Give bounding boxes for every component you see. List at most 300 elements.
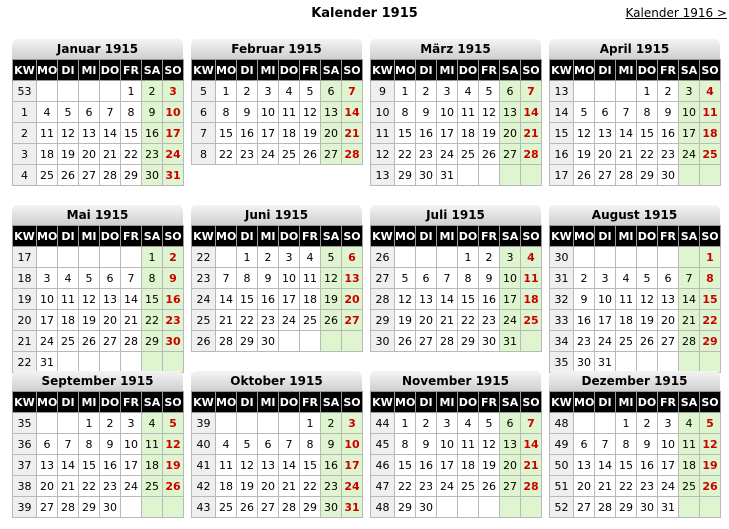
week-number: 21 xyxy=(13,331,37,352)
week-row xyxy=(550,413,721,434)
day-cell: 4 xyxy=(458,413,479,434)
month-header: Oktober 1915 xyxy=(191,371,362,391)
weekday-header: SA xyxy=(142,392,163,413)
weekday-header: FR xyxy=(121,60,142,81)
month-calendar xyxy=(370,39,541,197)
day-cell: 29 xyxy=(121,165,142,186)
day-cell: 18 xyxy=(679,455,700,476)
day-cell: 11 xyxy=(142,434,163,455)
weekday-header: MI xyxy=(79,226,100,247)
day-cell: 4 xyxy=(216,434,237,455)
day-cell: 3 xyxy=(500,247,521,268)
day-cell xyxy=(679,497,700,518)
day-cell: 27 xyxy=(79,165,100,186)
day-cell: 29 xyxy=(637,165,658,186)
day-cell: 17 xyxy=(500,289,521,310)
day-cell: 20 xyxy=(37,476,58,497)
day-cell: 15 xyxy=(637,123,658,144)
week-row xyxy=(550,165,721,186)
day-cell: 21 xyxy=(521,455,542,476)
day-cell: 28 xyxy=(100,165,121,186)
day-cell: 14 xyxy=(679,289,700,310)
day-cell: 9 xyxy=(574,289,595,310)
day-cell: 7 xyxy=(595,434,616,455)
weekday-header: FR xyxy=(658,226,679,247)
day-cell: 29 xyxy=(79,497,100,518)
day-cell xyxy=(679,165,700,186)
week-number: 41 xyxy=(192,455,216,476)
day-cell: 20 xyxy=(595,144,616,165)
weekday-header: MO xyxy=(395,392,416,413)
week-number: 53 xyxy=(13,81,37,102)
week-number: 7 xyxy=(192,123,216,144)
month-calendar xyxy=(191,205,362,363)
day-cell: 12 xyxy=(237,455,258,476)
day-cell xyxy=(300,331,321,352)
day-cell: 28 xyxy=(437,331,458,352)
day-cell xyxy=(500,165,521,186)
weekday-header: MI xyxy=(79,392,100,413)
month-calendar xyxy=(549,205,720,369)
weekday-header: FR xyxy=(121,226,142,247)
week-number: 50 xyxy=(550,455,574,476)
month-header: Februar 1915 xyxy=(191,39,362,59)
day-cell xyxy=(121,247,142,268)
day-cell: 28 xyxy=(679,331,700,352)
day-cell: 12 xyxy=(395,289,416,310)
weekday-header: DO xyxy=(458,60,479,81)
month-header: Juli 1915 xyxy=(370,205,541,225)
day-cell: 12 xyxy=(637,289,658,310)
day-cell: 1 xyxy=(395,413,416,434)
day-cell: 27 xyxy=(500,476,521,497)
weekday-header: MI xyxy=(258,226,279,247)
day-cell xyxy=(679,247,700,268)
day-cell: 29 xyxy=(237,331,258,352)
week-row xyxy=(371,476,542,497)
day-cell: 18 xyxy=(521,289,542,310)
week-number: 34 xyxy=(550,331,574,352)
day-cell: 29 xyxy=(395,165,416,186)
day-cell: 24 xyxy=(437,144,458,165)
day-cell xyxy=(700,165,721,186)
day-cell: 17 xyxy=(121,455,142,476)
day-cell: 7 xyxy=(679,268,700,289)
week-row xyxy=(192,144,363,165)
day-cell: 14 xyxy=(342,102,363,123)
weekday-header: MO xyxy=(216,60,237,81)
day-cell: 17 xyxy=(258,123,279,144)
day-cell: 8 xyxy=(616,434,637,455)
weekday-header: KW xyxy=(13,60,37,81)
day-cell: 29 xyxy=(616,497,637,518)
weekday-header: SO xyxy=(163,392,184,413)
week-row xyxy=(192,289,363,310)
week-number: 52 xyxy=(550,497,574,518)
weekday-header: DI xyxy=(58,226,79,247)
weekday-header: DO xyxy=(279,392,300,413)
week-row xyxy=(371,413,542,434)
day-cell xyxy=(58,247,79,268)
weekday-header: DO xyxy=(279,226,300,247)
week-number: 8 xyxy=(192,144,216,165)
day-cell: 3 xyxy=(437,81,458,102)
day-cell: 6 xyxy=(416,268,437,289)
day-cell: 18 xyxy=(37,144,58,165)
weekday-header: SA xyxy=(679,392,700,413)
weekday-header: SA xyxy=(142,226,163,247)
day-cell: 31 xyxy=(658,497,679,518)
day-cell: 26 xyxy=(237,497,258,518)
day-cell: 29 xyxy=(395,497,416,518)
weekday-header: MI xyxy=(437,60,458,81)
day-cell: 3 xyxy=(279,247,300,268)
day-cell xyxy=(437,247,458,268)
day-cell: 6 xyxy=(258,434,279,455)
day-cell: 27 xyxy=(321,144,342,165)
weekday-header: KW xyxy=(371,226,395,247)
day-cell: 23 xyxy=(100,476,121,497)
weekday-header: MO xyxy=(574,60,595,81)
week-row xyxy=(13,144,184,165)
day-cell: 11 xyxy=(216,455,237,476)
day-cell: 8 xyxy=(300,434,321,455)
week-row xyxy=(371,310,542,331)
day-cell: 12 xyxy=(300,102,321,123)
weekday-header: DO xyxy=(100,60,121,81)
day-cell: 1 xyxy=(458,247,479,268)
day-cell: 12 xyxy=(321,268,342,289)
day-cell xyxy=(37,81,58,102)
day-cell: 30 xyxy=(479,331,500,352)
day-cell: 27 xyxy=(500,144,521,165)
week-row xyxy=(371,289,542,310)
day-cell: 14 xyxy=(121,289,142,310)
week-number: 22 xyxy=(13,352,37,373)
day-cell: 25 xyxy=(616,331,637,352)
day-cell xyxy=(595,247,616,268)
day-cell: 23 xyxy=(142,144,163,165)
weekday-header: FR xyxy=(658,60,679,81)
day-cell: 7 xyxy=(616,102,637,123)
day-cell: 20 xyxy=(574,476,595,497)
day-cell: 10 xyxy=(500,268,521,289)
weekday-header: DI xyxy=(58,392,79,413)
day-cell: 26 xyxy=(479,144,500,165)
week-row xyxy=(13,123,184,144)
day-cell: 25 xyxy=(679,476,700,497)
month-header: März 1915 xyxy=(370,39,541,59)
day-cell: 27 xyxy=(258,497,279,518)
weekday-header: DI xyxy=(595,392,616,413)
day-cell: 11 xyxy=(279,102,300,123)
day-cell xyxy=(574,413,595,434)
week-row xyxy=(192,247,363,268)
weekday-header: SO xyxy=(700,392,721,413)
day-cell: 25 xyxy=(300,310,321,331)
day-cell: 2 xyxy=(479,247,500,268)
week-row xyxy=(550,331,721,352)
day-cell: 30 xyxy=(416,497,437,518)
day-cell: 23 xyxy=(416,476,437,497)
day-cell xyxy=(479,165,500,186)
week-number: 5 xyxy=(192,81,216,102)
day-cell: 14 xyxy=(616,123,637,144)
day-cell: 28 xyxy=(58,497,79,518)
day-cell: 15 xyxy=(616,455,637,476)
day-cell: 7 xyxy=(521,81,542,102)
day-cell: 6 xyxy=(658,268,679,289)
week-row xyxy=(13,310,184,331)
week-number: 17 xyxy=(13,247,37,268)
day-cell: 23 xyxy=(416,144,437,165)
day-cell: 25 xyxy=(216,497,237,518)
day-cell: 19 xyxy=(321,289,342,310)
day-cell: 14 xyxy=(279,455,300,476)
weekday-header: MO xyxy=(395,226,416,247)
day-cell: 22 xyxy=(300,476,321,497)
weekday-header: MO xyxy=(216,226,237,247)
day-cell xyxy=(58,81,79,102)
month-calendar xyxy=(549,371,720,529)
day-cell: 1 xyxy=(216,81,237,102)
week-row xyxy=(192,102,363,123)
month-calendar xyxy=(12,371,183,529)
day-cell: 2 xyxy=(100,413,121,434)
day-cell: 20 xyxy=(500,123,521,144)
day-cell: 13 xyxy=(416,289,437,310)
weekday-header: KW xyxy=(550,60,574,81)
weekday-header: DI xyxy=(595,60,616,81)
week-number: 30 xyxy=(371,331,395,352)
month-table xyxy=(191,225,363,352)
day-cell xyxy=(321,331,342,352)
day-cell: 6 xyxy=(500,413,521,434)
day-cell: 1 xyxy=(79,413,100,434)
day-cell: 30 xyxy=(321,497,342,518)
week-number: 27 xyxy=(371,268,395,289)
day-cell: 16 xyxy=(658,123,679,144)
day-cell xyxy=(700,352,721,373)
week-number: 28 xyxy=(371,289,395,310)
day-cell: 25 xyxy=(700,144,721,165)
day-cell: 19 xyxy=(163,455,184,476)
day-cell: 7 xyxy=(58,434,79,455)
week-row xyxy=(13,247,184,268)
day-cell: 7 xyxy=(279,434,300,455)
day-cell: 13 xyxy=(574,455,595,476)
day-cell: 12 xyxy=(700,434,721,455)
day-cell: 4 xyxy=(616,268,637,289)
day-cell: 11 xyxy=(58,289,79,310)
month-header: April 1915 xyxy=(549,39,720,59)
day-cell: 16 xyxy=(321,455,342,476)
weekday-header: MI xyxy=(258,392,279,413)
day-cell: 18 xyxy=(458,123,479,144)
weekday-header: MI xyxy=(616,60,637,81)
week-number: 43 xyxy=(192,497,216,518)
day-cell: 27 xyxy=(37,497,58,518)
day-cell: 5 xyxy=(300,81,321,102)
week-number: 48 xyxy=(550,413,574,434)
week-row xyxy=(13,352,184,373)
weekday-header: SO xyxy=(163,226,184,247)
day-cell: 8 xyxy=(216,102,237,123)
day-cell xyxy=(616,352,637,373)
day-cell: 15 xyxy=(458,289,479,310)
weekday-header: KW xyxy=(192,226,216,247)
day-cell: 4 xyxy=(521,247,542,268)
weekday-header: DI xyxy=(237,60,258,81)
day-cell: 6 xyxy=(79,102,100,123)
day-cell: 15 xyxy=(237,289,258,310)
month-calendar xyxy=(549,39,720,197)
day-cell: 31 xyxy=(437,165,458,186)
weekday-header: SO xyxy=(521,60,542,81)
month-header: Juni 1915 xyxy=(191,205,362,225)
weekday-header: SA xyxy=(321,226,342,247)
weekday-header-row xyxy=(192,60,363,81)
day-cell xyxy=(121,497,142,518)
week-number: 48 xyxy=(371,497,395,518)
day-cell: 1 xyxy=(395,81,416,102)
next-year-link[interactable]: Kalender 1916 > xyxy=(625,6,727,20)
weekday-header: DO xyxy=(100,392,121,413)
day-cell: 7 xyxy=(437,268,458,289)
day-cell: 30 xyxy=(142,165,163,186)
day-cell xyxy=(142,497,163,518)
day-cell: 2 xyxy=(321,413,342,434)
day-cell: 2 xyxy=(142,81,163,102)
day-cell: 30 xyxy=(163,331,184,352)
day-cell: 12 xyxy=(479,434,500,455)
week-number: 37 xyxy=(13,455,37,476)
day-cell: 25 xyxy=(142,476,163,497)
week-number: 51 xyxy=(550,476,574,497)
day-cell: 2 xyxy=(416,81,437,102)
day-cell: 31 xyxy=(595,352,616,373)
weekday-header: DI xyxy=(58,60,79,81)
weekday-header: SA xyxy=(500,392,521,413)
day-cell: 14 xyxy=(521,434,542,455)
day-cell: 17 xyxy=(437,123,458,144)
day-cell: 29 xyxy=(700,331,721,352)
day-cell: 8 xyxy=(700,268,721,289)
day-cell: 26 xyxy=(58,165,79,186)
day-cell xyxy=(595,413,616,434)
day-cell: 27 xyxy=(416,331,437,352)
day-cell: 28 xyxy=(595,497,616,518)
day-cell: 29 xyxy=(300,497,321,518)
month-table xyxy=(12,225,184,373)
day-cell: 1 xyxy=(142,247,163,268)
day-cell xyxy=(142,352,163,373)
day-cell: 4 xyxy=(679,413,700,434)
day-cell: 28 xyxy=(216,331,237,352)
day-cell: 21 xyxy=(100,144,121,165)
day-cell: 16 xyxy=(100,455,121,476)
day-cell: 3 xyxy=(437,413,458,434)
day-cell: 21 xyxy=(437,310,458,331)
day-cell xyxy=(258,413,279,434)
week-row xyxy=(550,289,721,310)
day-cell: 10 xyxy=(342,434,363,455)
day-cell: 16 xyxy=(416,123,437,144)
day-cell: 9 xyxy=(637,434,658,455)
weekday-header: DI xyxy=(237,226,258,247)
weekday-header-row xyxy=(371,226,542,247)
week-number: 12 xyxy=(371,144,395,165)
day-cell: 10 xyxy=(658,434,679,455)
day-cell xyxy=(279,413,300,434)
weekday-header: DI xyxy=(416,60,437,81)
weekday-header: KW xyxy=(13,226,37,247)
weekday-header: KW xyxy=(550,226,574,247)
day-cell: 23 xyxy=(658,144,679,165)
day-cell: 1 xyxy=(700,247,721,268)
day-cell xyxy=(395,247,416,268)
day-cell: 13 xyxy=(321,102,342,123)
week-number: 32 xyxy=(550,289,574,310)
weekday-header: DO xyxy=(637,60,658,81)
day-cell: 24 xyxy=(342,476,363,497)
day-cell: 26 xyxy=(479,476,500,497)
day-cell: 10 xyxy=(437,434,458,455)
weekday-header: FR xyxy=(300,60,321,81)
day-cell xyxy=(574,247,595,268)
day-cell: 24 xyxy=(500,310,521,331)
day-cell: 28 xyxy=(342,144,363,165)
week-number: 18 xyxy=(13,268,37,289)
weekday-header: MO xyxy=(37,392,58,413)
week-number: 14 xyxy=(550,102,574,123)
week-number: 13 xyxy=(371,165,395,186)
day-cell: 7 xyxy=(100,102,121,123)
day-cell: 17 xyxy=(595,310,616,331)
day-cell: 22 xyxy=(700,310,721,331)
day-cell: 6 xyxy=(574,434,595,455)
week-number: 45 xyxy=(371,434,395,455)
weekday-header: FR xyxy=(121,392,142,413)
day-cell: 4 xyxy=(142,413,163,434)
day-cell: 18 xyxy=(58,310,79,331)
weekday-header: SA xyxy=(321,392,342,413)
day-cell: 9 xyxy=(658,102,679,123)
day-cell: 9 xyxy=(258,268,279,289)
week-row xyxy=(550,144,721,165)
month-calendar xyxy=(370,371,541,529)
week-row xyxy=(550,476,721,497)
week-number: 6 xyxy=(192,102,216,123)
day-cell: 25 xyxy=(458,144,479,165)
week-number: 20 xyxy=(13,310,37,331)
week-row xyxy=(550,434,721,455)
day-cell: 10 xyxy=(121,434,142,455)
month-header: Mai 1915 xyxy=(12,205,183,225)
weekday-header: SA xyxy=(500,60,521,81)
day-cell: 9 xyxy=(237,102,258,123)
day-cell: 4 xyxy=(458,81,479,102)
week-number: 47 xyxy=(371,476,395,497)
day-cell: 12 xyxy=(163,434,184,455)
day-cell: 13 xyxy=(37,455,58,476)
day-cell: 27 xyxy=(574,497,595,518)
week-row xyxy=(550,455,721,476)
day-cell: 12 xyxy=(58,123,79,144)
week-row xyxy=(550,123,721,144)
day-cell: 17 xyxy=(342,455,363,476)
weekday-header: KW xyxy=(192,392,216,413)
